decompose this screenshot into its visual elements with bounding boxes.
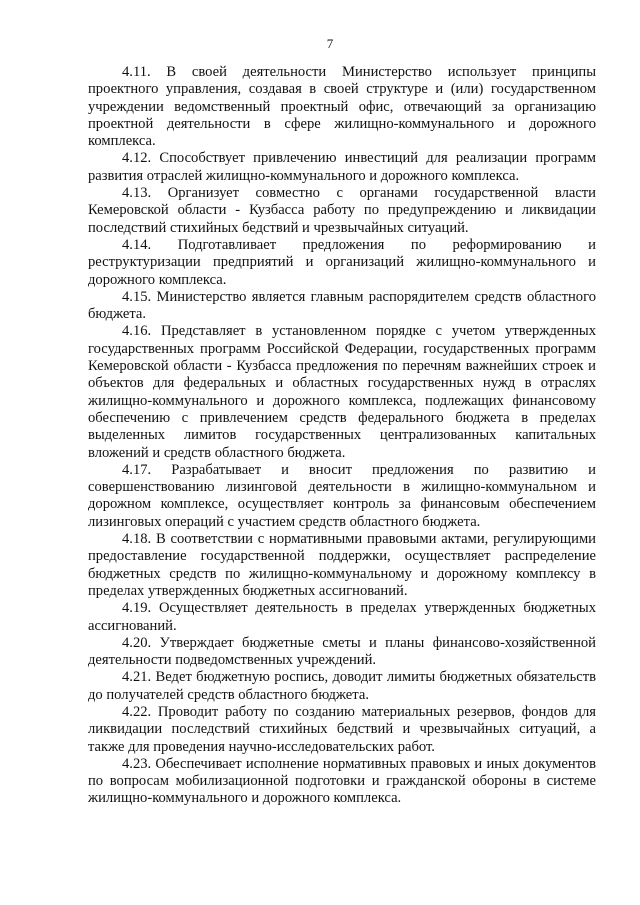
paragraph-4-20: 4.20. Утверждает бюджетные сметы и планы финансово-хозяйственной деятельности подведомственных учреждений.	[88, 634, 596, 669]
paragraph-4-17: 4.17. Разрабатывает и вносит предложения по развитию и совершенствованию лизинговой деятельности в жилищно-коммунальном и дорожном комплексе, осуществляет контроль за финансовым обеспечением лизинговых операций с участием средств областного бюджета.	[88, 461, 596, 530]
paragraph-4-11: 4.11. В своей деятельности Министерство использует принципы проектного управления, создавая в своей структуре и (или) государственном учреждении ведомственный проектный офис, отвечающий за организацию проектной деятельности в сфере жилищно-коммунального и дорожного комплекса.	[88, 64, 596, 150]
paragraph-4-18: 4.18. В соответствии с нормативными правовыми актами, регулирующими предоставление государственной поддержки, осуществляет распределение бюджетных средств по жилищно-коммунальному и дорожному комплексу в пределах утвержденных бюджетных ассигнований.	[88, 531, 596, 599]
paragraph-4-21: 4.21. Ведет бюджетную роспись, доводит лимиты бюджетных обязательств до получателей средств областного бюджета.	[88, 669, 596, 703]
paragraph-4-15: 4.15. Министерство является главным распорядителем средств областного бюджета.	[88, 288, 596, 323]
page-number: 7	[326, 36, 334, 51]
paragraph-4-14: 4.14. Подготавливает предложения по реформированию и реструктуризации предприятий и организаций жилищно-коммунального и дорожного комплекса.	[88, 236, 596, 288]
paragraph-4-13: 4.13. Организует совместно с органами государственной власти Кемеровской области - Кузбасса работу по предупреждению и ликвидации последствий стихийных бедствий и чрезвычайных ситуаций.	[88, 185, 596, 236]
paragraph-4-16: 4.16. Представляет в установленном порядке с учетом утвержденных государственных программ Российской Федерации, государственных программ Кемеровской области - Кузбасса предложения по перечням важнейших строек и объектов для федеральных и областных государственных нужд в отраслях жилищно-коммунального и дорожного комплекса, подлежащих финансовому обеспечению с привлечением средств федерального бюджета в пределах выделенных лимитов государственных централизованных капитальных вложений и средств областного бюджета.	[88, 323, 596, 461]
paragraph-4-12: 4.12. Способствует привлечению инвестиций для реализации программ развития отраслей жилищно-коммунального и дорожного комплекса.	[88, 150, 596, 184]
document-body	[88, 64, 596, 808]
paragraph-4-22: 4.22. Проводит работу по созданию материальных резервов, фондов для ликвидации последствий стихийных бедствий и чрезвычайных ситуаций, а также для проведения научно-исследовательских работ.	[88, 703, 596, 755]
paragraph-4-23: 4.23. Обеспечивает исполнение нормативных правовых и иных документов по вопросам мобилизационной подготовки и гражданской обороны в системе жилищно-коммунального и дорожного комплекса.	[88, 755, 596, 807]
paragraph-4-19: 4.19. Осуществляет деятельность в пределах утвержденных бюджетных ассигнований.	[88, 600, 596, 634]
